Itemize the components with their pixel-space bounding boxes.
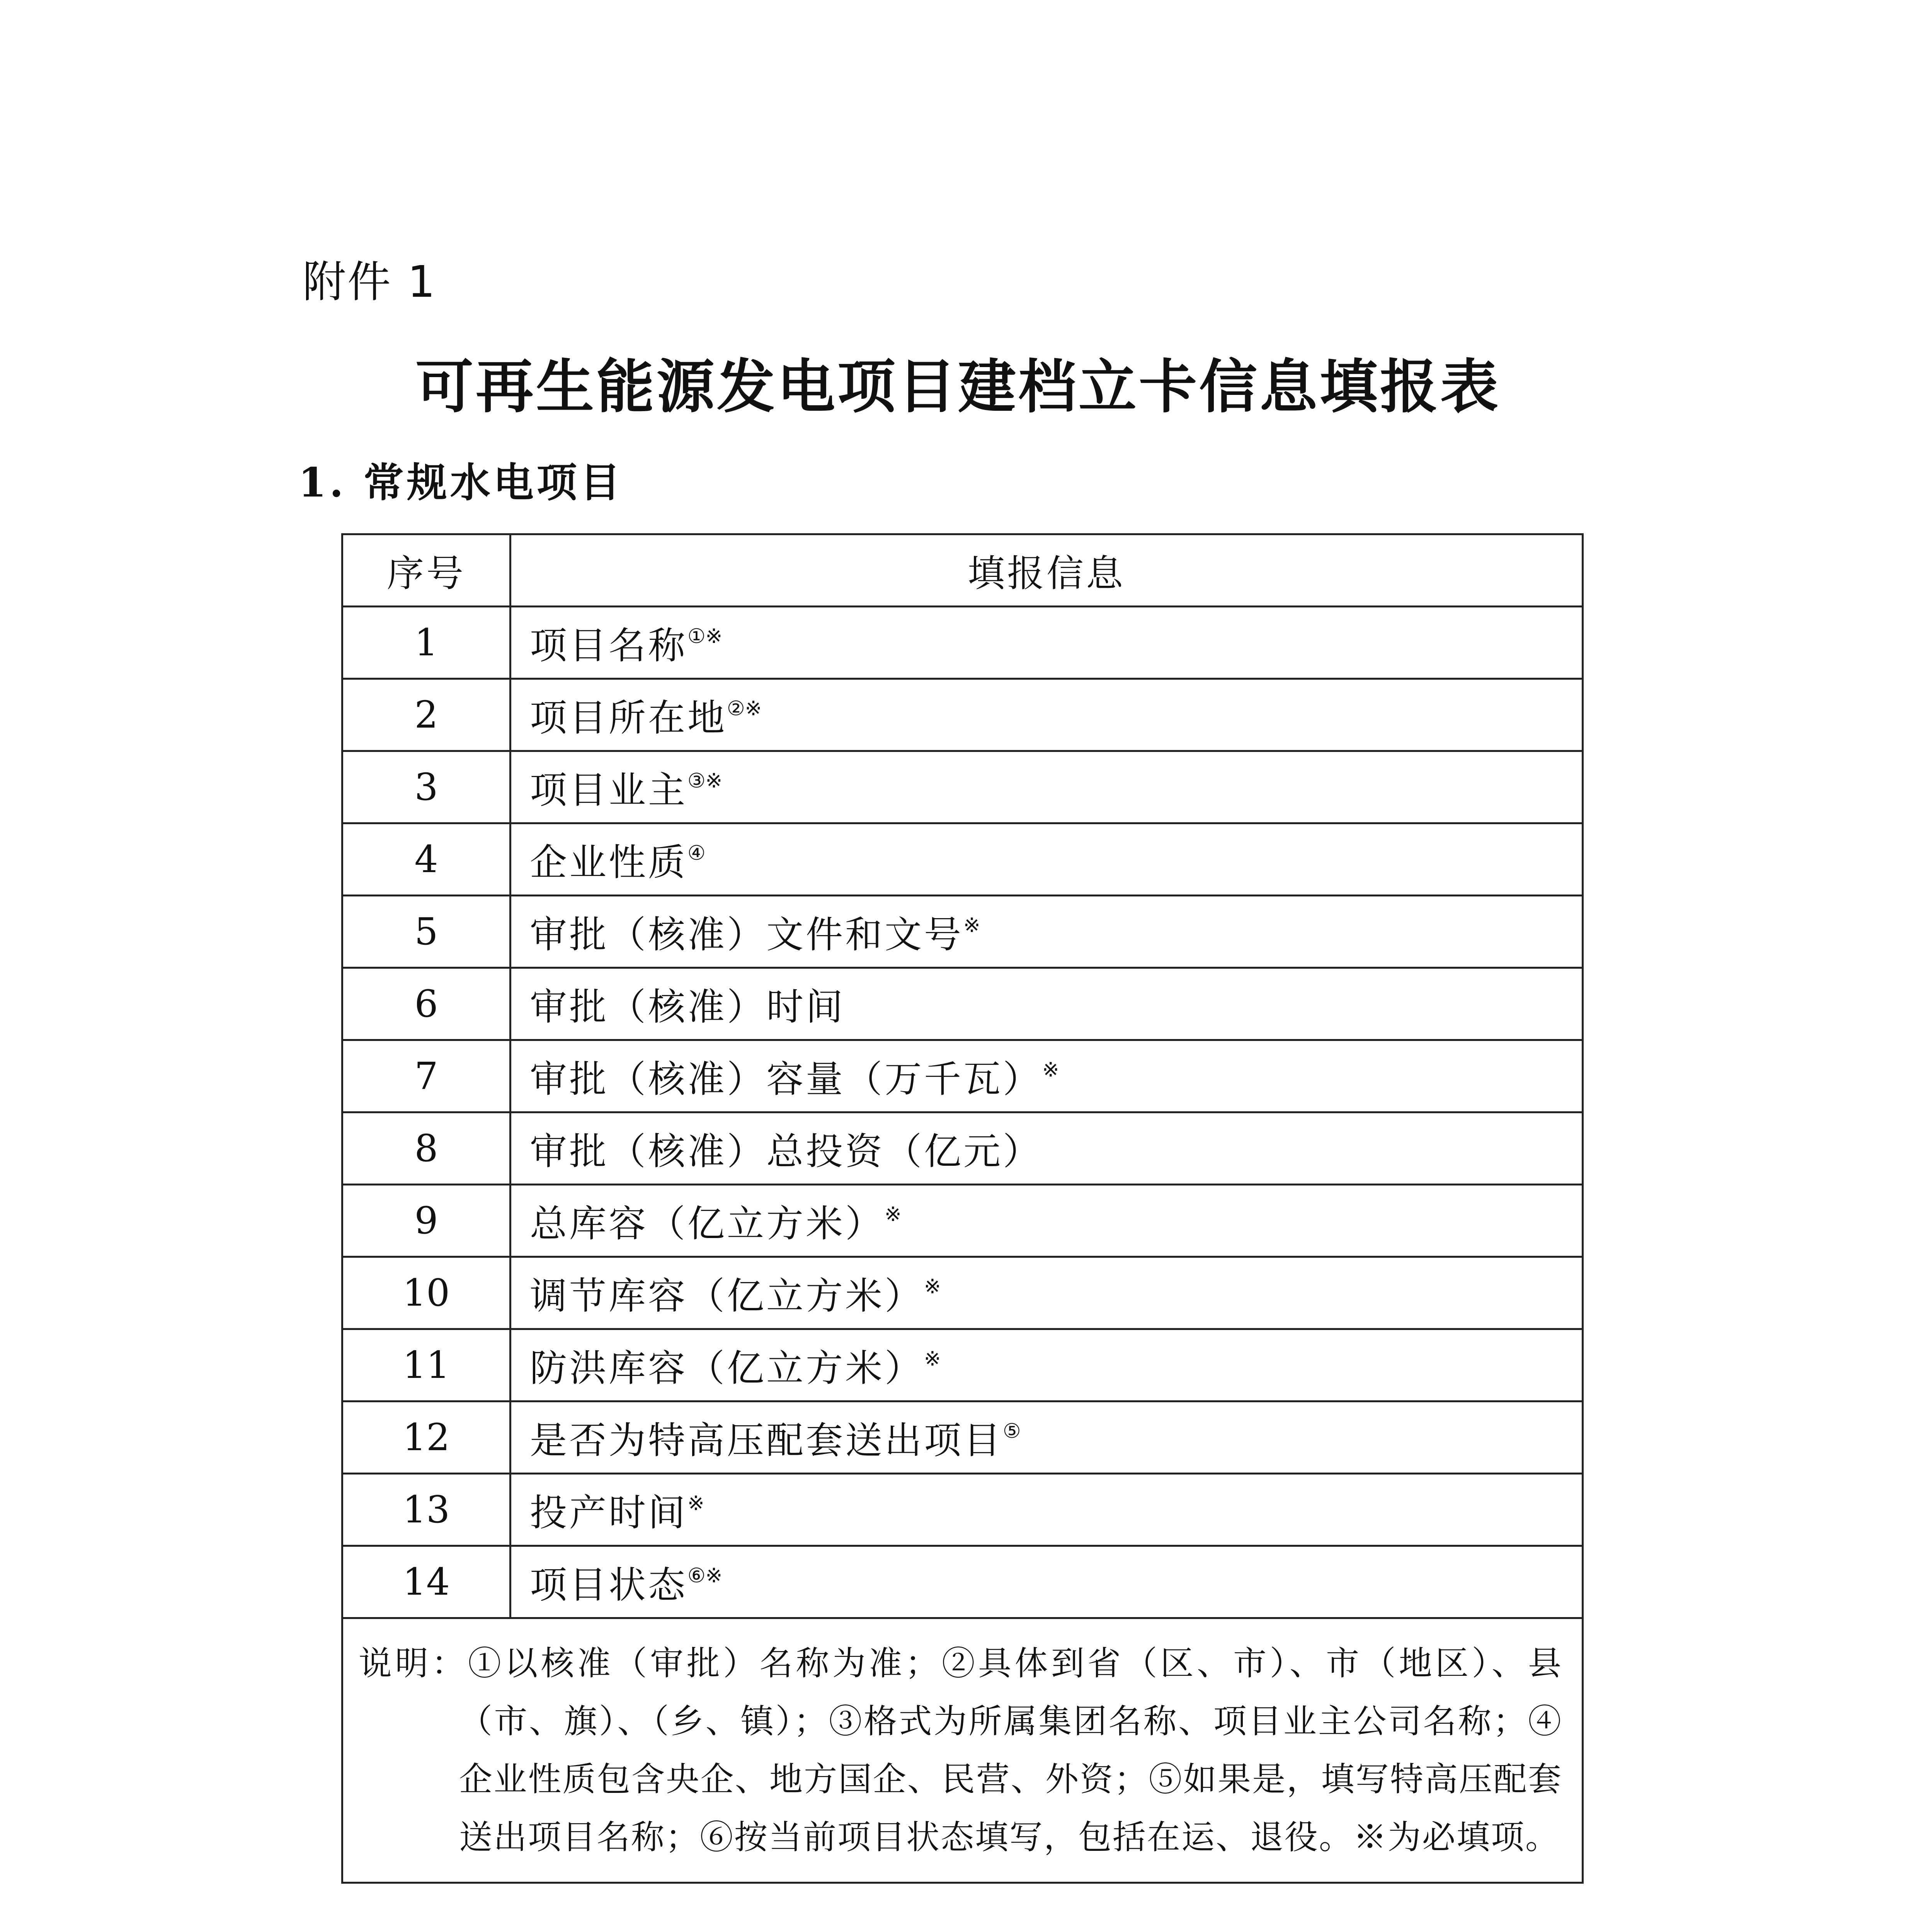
footnote-mark: ③※ <box>687 769 723 793</box>
row-field-label: 审批（核准）文件和文号※ <box>510 896 1583 968</box>
table-note <box>342 1618 1583 1883</box>
row-number: 1 <box>342 607 510 679</box>
row-number: 14 <box>342 1546 510 1618</box>
footnote-mark: ④ <box>687 841 706 865</box>
table-row <box>342 1329 1583 1401</box>
table-note-row <box>342 1618 1583 1883</box>
table-row <box>342 1112 1583 1185</box>
row-field-label: 审批（核准）容量（万千瓦）※ <box>510 1040 1583 1112</box>
footnote-mark: ※ <box>963 913 980 937</box>
page-title: 可再生能源发电项目建档立卡信息填报表 <box>415 353 1501 421</box>
footnote-mark: ※ <box>924 1347 941 1371</box>
footnote-mark: ※ <box>885 1202 902 1226</box>
row-number: 6 <box>342 968 510 1040</box>
row-field-label: 防洪库容（亿立方米）※ <box>510 1329 1583 1401</box>
footnote-mark: ①※ <box>687 624 723 648</box>
table-row <box>342 1401 1583 1474</box>
row-field-label: 项目名称①※ <box>510 607 1583 679</box>
info-form-table <box>341 533 1584 1884</box>
footnote-mark: ※ <box>924 1275 941 1298</box>
row-number: 13 <box>342 1474 510 1546</box>
footnote-mark: ②※ <box>727 697 762 720</box>
table-row <box>342 896 1583 968</box>
footnote-mark: ⑤ <box>1003 1419 1021 1443</box>
table-row <box>342 1040 1583 1112</box>
row-number: 7 <box>342 1040 510 1112</box>
note-text: 说明：①以核准（审批）名称为准；②具体到省（区、市）、市（地区）、县（市、旗）、（乡、镇）；③格式为所属集团名称、项目业主公司名称；④企业性质包含央企、地方国企、民营、外资；⑤如果是，填写特高压配套送出项目名称；⑥按当前项目状态填写，包括在运、退役。※为必填项。 <box>359 1644 1562 1857</box>
row-number: 12 <box>342 1401 510 1474</box>
row-number: 9 <box>342 1185 510 1257</box>
row-field-label: 调节库容（亿立方米）※ <box>510 1257 1583 1329</box>
row-field-label: 项目状态⑥※ <box>510 1546 1583 1618</box>
table-row <box>342 1474 1583 1546</box>
row-number: 4 <box>342 823 510 896</box>
row-field-label: 企业性质④ <box>510 823 1583 896</box>
table-header-row <box>342 534 1583 607</box>
table-row <box>342 823 1583 896</box>
header-serial-number: 序号 <box>342 534 510 607</box>
row-number: 8 <box>342 1112 510 1185</box>
table-row <box>342 607 1583 679</box>
header-fill-info: 填报信息 <box>510 534 1583 607</box>
attachment-label: 附件 1 <box>303 257 437 307</box>
row-number: 2 <box>342 679 510 751</box>
section-heading: 1. 常规水电项目 <box>298 459 623 506</box>
table-row <box>342 968 1583 1040</box>
row-field-label: 项目所在地②※ <box>510 679 1583 751</box>
row-field-label: 总库容（亿立方米）※ <box>510 1185 1583 1257</box>
footnote-mark: ※ <box>1042 1058 1059 1082</box>
row-number: 5 <box>342 896 510 968</box>
row-field-label: 是否为特高压配套送出项目⑤ <box>510 1401 1583 1474</box>
table-row <box>342 1185 1583 1257</box>
row-field-label: 项目业主③※ <box>510 751 1583 823</box>
row-field-label: 审批（核准）时间 <box>510 968 1583 1040</box>
row-field-label: 投产时间※ <box>510 1474 1583 1546</box>
table-row <box>342 679 1583 751</box>
footnote-mark: ⑥※ <box>687 1564 723 1587</box>
row-number: 11 <box>342 1329 510 1401</box>
table-row <box>342 1546 1583 1618</box>
table-row <box>342 751 1583 823</box>
row-number: 10 <box>342 1257 510 1329</box>
row-field-label: 审批（核准）总投资（亿元） <box>510 1112 1583 1185</box>
row-number: 3 <box>342 751 510 823</box>
table-row <box>342 1257 1583 1329</box>
footnote-mark: ※ <box>687 1492 704 1515</box>
